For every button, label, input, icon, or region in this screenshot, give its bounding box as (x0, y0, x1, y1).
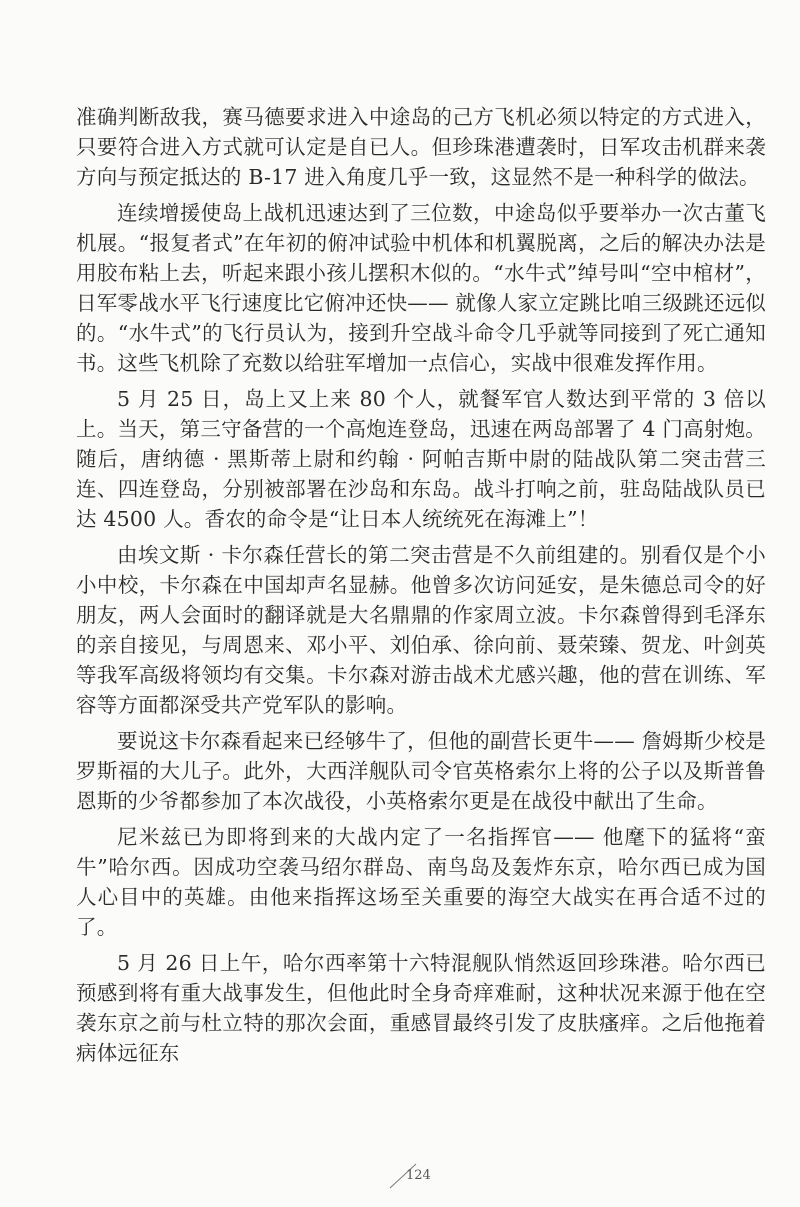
body-text (76, 102, 766, 1074)
paragraph-carlson: 由埃文斯 · 卡尔森任营长的第二突击营是不久前组建的。别看仅是个小小中校，卡尔森在中国却声名显赫。他曾多次访问延安，是朱德总司令的好朋友，两人会面时的翻译就是大名鼎鼎的作家周立波。卡尔森曾得到毛泽东的亲自接见，与周恩来、邓小平、刘伯承、徐向前、聂荣臻、贺龙、叶剑英等我军高级将领均有交集。卡尔森对游击战术尤感兴趣，他的营在训练、军容等方面都深受共产党军队的影响。 (76, 543, 766, 717)
paragraph-continued: 准确判断敌我，赛马德要求进入中途岛的己方飞机必须以特定的方式进入，只要符合进入方式就可认定是自已人。但珍珠港遭袭时，日军攻击机群来袭方向与预定抵达的 B-17 进入角度几乎一致，这显然不是一种科学的做法。 (76, 105, 766, 189)
paragraph-may-26: 5 月 26 日上午，哈尔西率第十六特混舰队悄然返回珍珠港。哈尔西已预感到将有重大战事发生，但他此时全身奇痒难耐，这种状况来源于他在空袭东京之前与杜立特的那次会面，重感冒最终引发了皮肤瘙痒。之后他拖着病体远征东 (76, 951, 766, 1065)
paragraph-deputy-commander: 要说这卡尔森看起来已经够牛了，但他的副营长更牛—— 詹姆斯少校是罗斯福的大儿子。此外，大西洋舰队司令官英格索尔上将的公子以及斯普鲁恩斯的少爷都参加了本次战役，小英格索尔更是在战役中献出了生命。 (76, 729, 766, 813)
paragraph-may-25: 5 月 25 日，岛上又上来 80 个人，就餐军官人数达到平常的 3 倍以上。当天，第三守备营的一个高炮连登岛，迅速在两岛部署了 4 门高射炮。随后，唐纳德 · 黑斯蒂上尉和约翰 · 阿帕吉斯中尉的陆战队第二突击营三连、四连登岛，分别被部署在沙岛和东岛。战斗打响之前，驻岛陆战队员已达 4500 人。香农的命令是“让日本人统统死在海滩上”！ (76, 387, 766, 531)
page-number-area (388, 1158, 448, 1194)
paragraph-halsey: 尼米兹已为即将到来的大战内定了一名指挥官—— 他麾下的猛将“蛮牛”哈尔西。因成功空袭马绍尔群岛、南鸟岛及轰炸东京，哈尔西已成为国人心目中的英雄。由他来指挥这场至关重要的海空大战实在再合适不过的了。 (76, 825, 766, 939)
paragraph-antique-aircraft: 连续增援使岛上战机迅速达到了三位数，中途岛似乎要举办一次古董飞机展。“报复者式”在年初的俯冲试验中机体和机翼脱离，之后的解决办法是用胶布粘上去，听起来跟小孩儿摆积木似的。“水牛式”绰号叫“空中棺材”，日军零战水平飞行速度比它俯冲还快—— 就像人家立定跳比咱三级跳还远似的。“水牛式”的飞行员认为，接到升空战斗命令几乎就等同接到了死亡通知书。这些飞机除了充数以给驻军增加一点信心，实战中很难发挥作用。 (76, 201, 766, 375)
page-number: 124 (406, 1168, 431, 1183)
